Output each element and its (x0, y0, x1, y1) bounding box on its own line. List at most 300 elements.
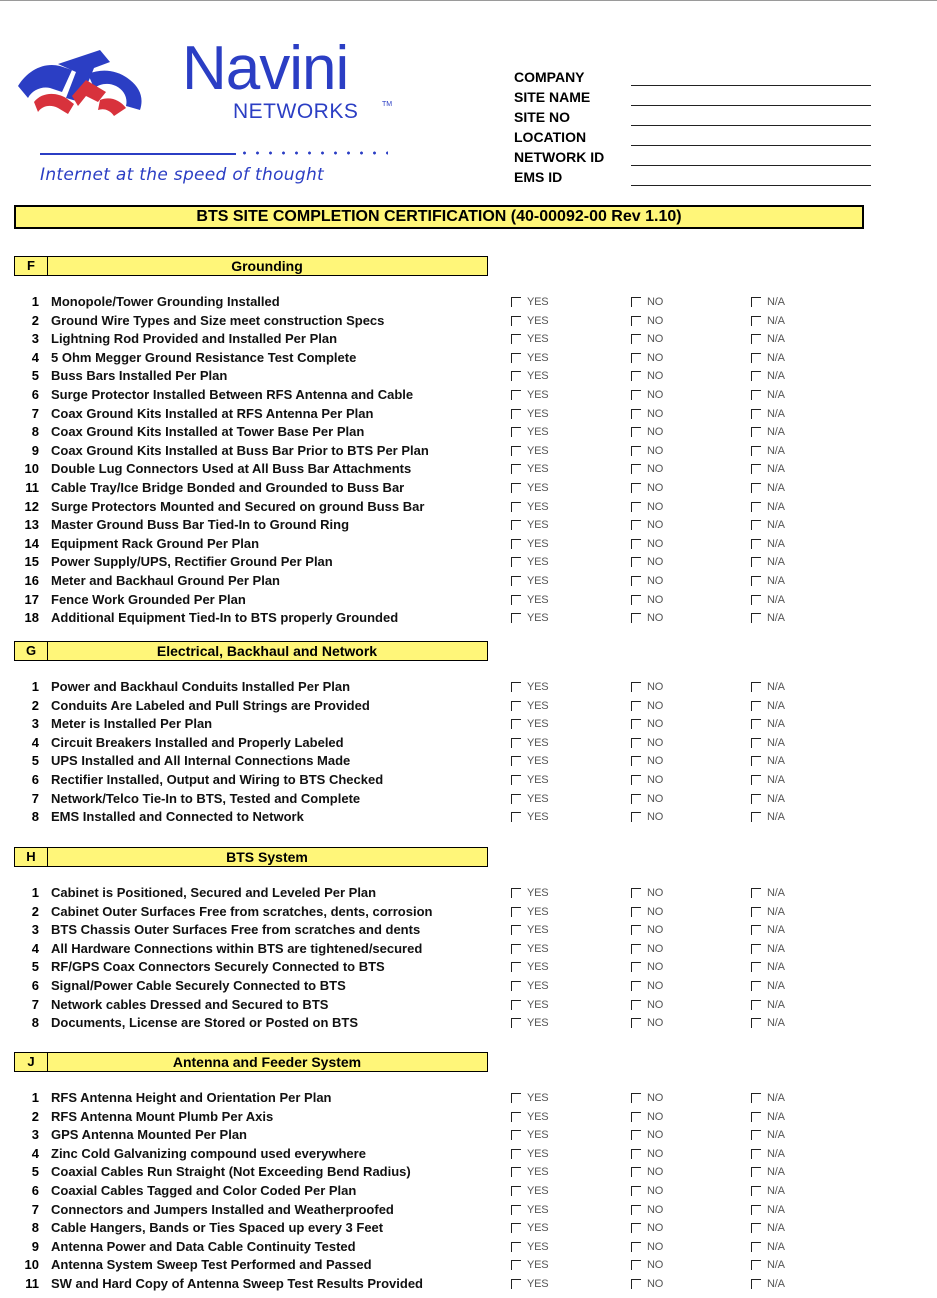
checklist-row (14, 958, 894, 977)
no-label: NO (647, 537, 664, 550)
item-description: Additional Equipment Tied-In to BTS properly Grounded (51, 610, 399, 626)
checkbox-icon (631, 613, 641, 623)
no-label: NO (647, 463, 664, 476)
checkbox-icon (511, 557, 521, 567)
checklist-row (14, 460, 894, 479)
checklist-row (14, 1108, 894, 1127)
item-description: Cabinet Outer Surfaces Free from scratches, dents, corrosion (51, 903, 433, 919)
yes-label: YES (527, 444, 549, 457)
site-info-row (514, 148, 874, 168)
checkbox-icon (631, 1167, 641, 1177)
item-number: 3 (31, 922, 39, 938)
no-label: NO (647, 1017, 664, 1030)
na-label: N/A (767, 574, 785, 587)
item-number: 1 (31, 885, 39, 900)
checkbox-icon (751, 520, 761, 530)
no-label: NO (647, 1092, 664, 1104)
checkbox-icon (511, 297, 521, 307)
na-label: N/A (767, 314, 785, 327)
item-description: Conduits Are Labeled and Pull Strings are Provided (51, 697, 370, 713)
checkbox-icon (631, 1205, 641, 1215)
checkbox-icon (631, 812, 641, 822)
site-info-label: SITE NO (514, 109, 571, 125)
item-number: 1 (31, 1090, 39, 1105)
yes-label: YES (527, 773, 549, 786)
yes-label: YES (527, 1184, 549, 1197)
no-label: NO (647, 481, 664, 494)
section-title: BTS System (226, 849, 308, 865)
checkbox-icon (511, 981, 521, 991)
checklist-row (14, 498, 894, 517)
checkbox-icon (511, 539, 521, 549)
na-label: N/A (767, 792, 785, 805)
checkbox-icon (751, 390, 761, 400)
checklist-row (14, 1275, 894, 1294)
item-description: Signal/Power Cable Securely Connected to BTS (51, 977, 346, 993)
item-description: Monopole/Tower Grounding Installed (51, 294, 280, 309)
yes-label: YES (527, 1277, 549, 1290)
yes-label: YES (527, 351, 549, 364)
checkbox-icon (511, 1149, 521, 1159)
checklist-row (14, 734, 894, 753)
yes-label: YES (527, 314, 549, 327)
checklist-row (14, 1089, 894, 1108)
na-label: N/A (767, 699, 785, 712)
checkbox-icon (631, 1260, 641, 1270)
na-label: N/A (767, 500, 785, 513)
checkbox-icon (751, 595, 761, 605)
item-number: 7 (31, 996, 39, 1012)
no-label: NO (647, 444, 664, 457)
item-number: 12 (24, 498, 39, 514)
item-number: 2 (31, 312, 39, 328)
site-info-field[interactable] (631, 105, 871, 106)
checkbox-icon (751, 812, 761, 822)
item-description: Network/Telco Tie-In to BTS, Tested and Complete (51, 790, 361, 806)
checklist-row (14, 940, 894, 959)
section-title: Antenna and Feeder System (172, 1054, 362, 1070)
checkbox-icon (631, 756, 641, 766)
checkbox-icon (631, 1279, 641, 1289)
na-label: N/A (767, 998, 785, 1011)
item-number: 1 (31, 679, 39, 694)
item-number: 7 (31, 790, 39, 806)
checkbox-icon (511, 353, 521, 363)
logo-title: Navini (182, 34, 349, 103)
checkbox-icon (631, 1018, 641, 1028)
item-description: Meter is Installed Per Plan (51, 716, 213, 732)
checkbox-icon (631, 446, 641, 456)
checkbox-icon (631, 907, 641, 917)
na-label: N/A (767, 1166, 785, 1179)
na-label: N/A (767, 426, 785, 439)
checkbox-icon (751, 1279, 761, 1289)
checkbox-icon (511, 719, 521, 729)
item-description: RF/GPS Coax Connectors Securely Connected to BTS (51, 959, 385, 975)
item-number: 11 (25, 479, 39, 495)
checkbox-icon (751, 1149, 761, 1159)
item-number: 4 (31, 1145, 39, 1161)
no-label: NO (647, 681, 664, 693)
section-header (14, 256, 488, 276)
checkbox-icon (511, 446, 521, 456)
checkbox-icon (631, 557, 641, 567)
item-number: 3 (31, 331, 39, 347)
checkbox-icon (751, 539, 761, 549)
checkbox-icon (511, 1112, 521, 1122)
item-description: Cable Tray/Ice Bridge Bonded and Grounded to Buss Bar (51, 479, 405, 495)
checkbox-icon (631, 738, 641, 748)
item-description: Lightning Rod Provided and Installed Per Plan (51, 331, 338, 347)
checklist-row (14, 977, 894, 996)
na-label: N/A (767, 1017, 785, 1030)
yes-label: YES (527, 519, 549, 532)
checklist-row (14, 715, 894, 734)
checklist-row (14, 330, 894, 349)
checkbox-icon (511, 794, 521, 804)
no-label: NO (647, 333, 664, 346)
item-number: 10 (24, 1257, 39, 1273)
item-number: 10 (24, 461, 39, 477)
item-description: Buss Bars Installed Per Plan (51, 368, 228, 384)
checklist-row (14, 1126, 894, 1145)
checkbox-icon (751, 1130, 761, 1140)
item-number: 11 (25, 1275, 39, 1291)
item-description: Ground Wire Types and Size meet construction Specs (51, 312, 385, 328)
na-label: N/A (767, 1110, 785, 1123)
checkbox-icon (631, 483, 641, 493)
no-label: NO (647, 370, 664, 383)
yes-label: YES (527, 755, 549, 768)
item-description: 5 Ohm Megger Ground Resistance Test Complete (51, 349, 357, 365)
no-label: NO (647, 961, 664, 974)
no-label: NO (647, 1259, 664, 1272)
item-number: 4 (31, 349, 39, 365)
checkbox-icon (511, 316, 521, 326)
checkbox-icon (631, 595, 641, 605)
logo-dots (238, 149, 388, 157)
checkbox-icon (631, 371, 641, 381)
na-label: N/A (767, 1129, 785, 1142)
item-number: 6 (31, 977, 39, 993)
item-description: Coax Ground Kits Installed at Tower Base Per Plan (51, 424, 365, 440)
na-label: N/A (767, 924, 785, 937)
section-f (14, 256, 894, 628)
item-description: Surge Protector Installed Between RFS Antenna and Cable (51, 386, 414, 402)
item-description: Connectors and Jumpers Installed and Weatherproofed (51, 1201, 394, 1217)
no-label: NO (647, 519, 664, 532)
section-title: Electrical, Backhaul and Network (156, 643, 378, 659)
checkbox-icon (631, 1242, 641, 1252)
checkbox-icon (751, 371, 761, 381)
checkbox-icon (631, 981, 641, 991)
section-rows (14, 293, 894, 628)
checkbox-icon (751, 557, 761, 567)
na-label: N/A (767, 1277, 785, 1290)
yes-label: YES (527, 370, 549, 383)
yes-label: YES (527, 574, 549, 587)
no-label: NO (647, 1203, 664, 1216)
checkbox-icon (511, 1130, 521, 1140)
checklist-row (14, 1182, 894, 1201)
na-label: N/A (767, 519, 785, 532)
no-label: NO (647, 905, 664, 918)
checkbox-icon (751, 944, 761, 954)
checkbox-icon (511, 1260, 521, 1270)
checklist-row (14, 903, 894, 922)
na-label: N/A (767, 612, 785, 625)
yes-label: YES (527, 426, 549, 439)
site-info-label: NETWORK ID (514, 149, 605, 165)
yes-label: YES (527, 718, 549, 731)
na-label: N/A (767, 942, 785, 955)
item-description: Master Ground Buss Bar Tied-In to Ground Ring (51, 517, 350, 533)
yes-label: YES (527, 1222, 549, 1235)
site-info-field[interactable] (631, 165, 871, 166)
no-label: NO (647, 998, 664, 1011)
checkbox-icon (751, 297, 761, 307)
na-label: N/A (767, 333, 785, 346)
na-label: N/A (767, 351, 785, 364)
item-description: Cabinet is Positioned, Secured and Leveled Per Plan (51, 885, 377, 900)
checkbox-icon (511, 427, 521, 437)
checkbox-icon (631, 316, 641, 326)
checkbox-icon (631, 1130, 641, 1140)
item-number: 3 (31, 1127, 39, 1143)
item-description: EMS Installed and Connected to Network (51, 809, 304, 825)
checklist-row (14, 293, 894, 312)
checkbox-icon (751, 613, 761, 623)
checkbox-icon (511, 701, 521, 711)
checkbox-icon (511, 1186, 521, 1196)
site-info-field[interactable] (631, 125, 871, 126)
na-label: N/A (767, 481, 785, 494)
item-description: Power and Backhaul Conduits Installed Per Plan (51, 679, 351, 694)
checklist-row (14, 1145, 894, 1164)
no-label: NO (647, 500, 664, 513)
checkbox-icon (511, 502, 521, 512)
checkbox-icon (631, 1223, 641, 1233)
checkbox-icon (631, 1149, 641, 1159)
section-letter: G (15, 642, 48, 660)
no-label: NO (647, 426, 664, 439)
site-info-label: COMPANY (514, 69, 585, 85)
no-label: NO (647, 612, 664, 625)
no-label: NO (647, 755, 664, 768)
item-number: 7 (31, 1201, 39, 1217)
checkbox-icon (631, 1186, 641, 1196)
no-label: NO (647, 574, 664, 587)
item-number: 5 (31, 368, 39, 384)
checkbox-icon (631, 1112, 641, 1122)
checklist-row (14, 752, 894, 771)
checkbox-icon (751, 888, 761, 898)
item-description: Documents, License are Stored or Posted on BTS (51, 1015, 359, 1031)
checkbox-icon (511, 925, 521, 935)
na-label: N/A (767, 463, 785, 476)
yes-label: YES (527, 1259, 549, 1272)
yes-label: YES (527, 1147, 549, 1160)
item-number: 9 (31, 1238, 39, 1254)
yes-label: YES (527, 556, 549, 569)
yes-label: YES (527, 1240, 549, 1253)
yes-label: YES (527, 792, 549, 805)
item-number: 18 (24, 610, 39, 626)
section-rows (14, 884, 894, 1033)
checkbox-icon (511, 1279, 521, 1289)
checklist-row (14, 591, 894, 610)
checklist-row (14, 808, 894, 827)
item-description: RFS Antenna Mount Plumb Per Axis (51, 1108, 274, 1124)
no-label: NO (647, 979, 664, 992)
checkbox-icon (631, 334, 641, 344)
no-label: NO (647, 556, 664, 569)
checkbox-icon (631, 1093, 641, 1103)
checkbox-icon (511, 1242, 521, 1252)
checkbox-icon (631, 390, 641, 400)
yes-label: YES (527, 1129, 549, 1142)
checkbox-icon (631, 297, 641, 307)
na-label: N/A (767, 1184, 785, 1197)
checkbox-icon (751, 981, 761, 991)
na-label: N/A (767, 1203, 785, 1216)
checkbox-icon (511, 483, 521, 493)
yes-label: YES (527, 481, 549, 494)
site-info-block (514, 68, 874, 188)
no-label: NO (647, 593, 664, 606)
site-info-label: LOCATION (514, 129, 587, 145)
site-info-field[interactable] (631, 85, 871, 86)
logo-rule (40, 153, 236, 155)
checkbox-icon (751, 756, 761, 766)
no-label: NO (647, 736, 664, 749)
item-description: Rectifier Installed, Output and Wiring to BTS Checked (51, 771, 384, 787)
checklist-row (14, 790, 894, 809)
site-info-row (514, 128, 874, 148)
na-label: N/A (767, 887, 785, 899)
checkbox-icon (511, 520, 521, 530)
checkbox-icon (751, 1242, 761, 1252)
item-number: 6 (31, 386, 39, 402)
yes-label: YES (527, 699, 549, 712)
no-label: NO (647, 1184, 664, 1197)
yes-label: YES (527, 333, 549, 346)
no-label: NO (647, 811, 664, 824)
item-description: Coax Ground Kits Installed at RFS Antenna Per Plan (51, 405, 374, 421)
yes-label: YES (527, 500, 549, 513)
na-label: N/A (767, 537, 785, 550)
checkbox-icon (511, 962, 521, 972)
checklist-row (14, 884, 894, 903)
checklist-row (14, 442, 894, 461)
item-description: Coax Ground Kits Installed at Buss Bar Prior to BTS Per Plan (51, 442, 429, 458)
item-description: Power Supply/UPS, Rectifier Ground Per Plan (51, 554, 333, 570)
yes-label: YES (527, 1203, 549, 1216)
no-label: NO (647, 699, 664, 712)
na-label: N/A (767, 1259, 785, 1272)
na-label: N/A (767, 681, 785, 693)
checkbox-icon (631, 427, 641, 437)
na-label: N/A (767, 593, 785, 606)
checklist-row (14, 678, 894, 697)
na-label: N/A (767, 718, 785, 731)
item-number: 2 (31, 1108, 39, 1124)
form-title: BTS SITE COMPLETION CERTIFICATION (40-00092-00 Rev 1.10) (14, 205, 864, 229)
yes-label: YES (527, 1092, 549, 1104)
checkbox-icon (751, 1260, 761, 1270)
site-info-row (514, 168, 874, 188)
yes-label: YES (527, 537, 549, 550)
item-number: 17 (24, 591, 39, 607)
item-number: 8 (31, 424, 39, 440)
checkbox-icon (631, 888, 641, 898)
checklist-row (14, 1219, 894, 1238)
item-number: 1 (31, 294, 39, 309)
checkbox-icon (631, 775, 641, 785)
no-label: NO (647, 351, 664, 364)
checklist-row (14, 367, 894, 386)
checklist-row (14, 572, 894, 591)
checkbox-icon (751, 775, 761, 785)
checkbox-icon (751, 701, 761, 711)
section-header (14, 1052, 488, 1072)
checkbox-icon (751, 719, 761, 729)
checkbox-icon (751, 353, 761, 363)
checkbox-icon (751, 446, 761, 456)
no-label: NO (647, 773, 664, 786)
item-description: Network cables Dressed and Secured to BTS (51, 996, 329, 1012)
no-label: NO (647, 314, 664, 327)
checklist-row (14, 1014, 894, 1033)
yes-label: YES (527, 463, 549, 476)
no-label: NO (647, 296, 664, 308)
item-number: 14 (24, 535, 39, 551)
item-number: 15 (24, 554, 39, 570)
item-description: Circuit Breakers Installed and Properly Labeled (51, 734, 344, 750)
no-label: NO (647, 1129, 664, 1142)
item-description: Fence Work Grounded Per Plan (51, 591, 246, 607)
na-label: N/A (767, 1147, 785, 1160)
no-label: NO (647, 887, 664, 899)
checkbox-icon (751, 1205, 761, 1215)
na-label: N/A (767, 407, 785, 420)
section-letter: F (15, 257, 48, 275)
item-number: 9 (31, 442, 39, 458)
item-number: 4 (31, 940, 39, 956)
checklist-row (14, 535, 894, 554)
item-description: Antenna System Sweep Test Performed and Passed (51, 1257, 372, 1273)
item-description: GPS Antenna Mounted Per Plan (51, 1127, 247, 1143)
na-label: N/A (767, 370, 785, 383)
checkbox-icon (511, 682, 521, 692)
item-number: 13 (24, 517, 39, 533)
checklist-row (14, 386, 894, 405)
checklist-row (14, 609, 894, 628)
navini-logo-icon (14, 40, 154, 130)
checklist-row (14, 771, 894, 790)
no-label: NO (647, 1166, 664, 1179)
no-label: NO (647, 1277, 664, 1290)
item-number: 4 (31, 734, 39, 750)
checkbox-icon (511, 613, 521, 623)
na-label: N/A (767, 773, 785, 786)
item-description: UPS Installed and All Internal Connections Made (51, 753, 351, 769)
no-label: NO (647, 924, 664, 937)
section-header (14, 847, 488, 867)
site-info-field[interactable] (631, 185, 871, 186)
checkbox-icon (511, 390, 521, 400)
site-info-field[interactable] (631, 145, 871, 146)
